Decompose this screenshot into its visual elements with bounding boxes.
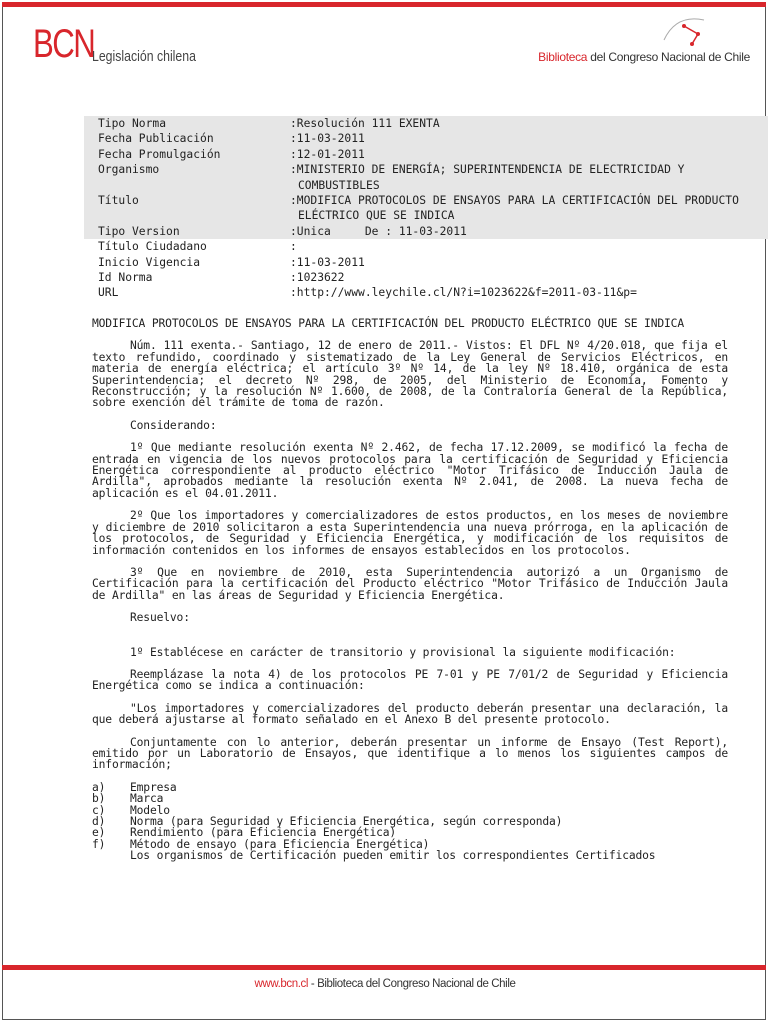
- considerando-2: 2º Que los importadores y comercializadores de estos productos, en los meses de noviembre y diciembre de 2010 solicitaron a esta Superintendencia una nueva prórroga, en la aplicación de los protocolos, de Seguridad y Eficiencia Energética, y modificación de los requisitos de información contenidos en los informes de ensayos establecidos en los protocolos.: [92, 509, 728, 557]
- list-text: Método de ensayo (para Eficiencia Energética): [130, 837, 430, 851]
- meta-value-text: :11-03-2011: [290, 132, 365, 146]
- meta-label: Título Ciudadano: [98, 240, 207, 254]
- list-text: Norma (para Seguridad y Eficiencia Energética, según corresponda): [130, 815, 563, 828]
- meta-row: [84, 131, 768, 146]
- meta-value-text: :Resolución 111 EXENTA: [290, 117, 440, 130]
- resuelvo-3: "Los importadores y comercializadores del producto deberán presentar una declaración, la que deberá ajustarse al formato señalado en el Anexo B del presente protocolo.: [92, 701, 728, 727]
- meta-value-text: :12-01-2011: [290, 147, 365, 161]
- meta-row: [84, 224, 768, 239]
- footer-separator: -: [308, 978, 318, 990]
- list-letter: d): [92, 815, 106, 828]
- meta-value-text: :11-03-2011: [290, 255, 365, 269]
- meta-value: [288, 285, 768, 300]
- meta-row: [84, 147, 768, 162]
- library-name-prefix: Biblioteca: [538, 50, 588, 64]
- meta-label: Id Norma: [98, 271, 153, 285]
- meta-label: Título: [98, 194, 139, 208]
- library-name-rest: del Congreso Nacional de Chile: [587, 50, 750, 64]
- meta-value: [288, 255, 768, 270]
- header: [30, 20, 750, 80]
- meta-value: [288, 270, 768, 285]
- meta-label: Fecha Promulgación: [98, 147, 221, 161]
- metadata-table: [84, 116, 768, 301]
- meta-label: Organismo: [98, 163, 160, 177]
- meta-row: [84, 255, 768, 270]
- resuelvo-4: Conjuntamente con lo anterior, deberán presentar un informe de Ensayo (Test Report), emitido por un Laboratorio de Ensayos, que identifique a lo menos los siguientes campos de información;: [92, 735, 728, 772]
- list-text: Rendimiento (para Eficiencia Energética): [130, 826, 397, 840]
- list-letter: c): [92, 803, 106, 817]
- footer: [0, 978, 770, 990]
- list-text: Modelo: [130, 803, 170, 817]
- document-title: MODIFICA PROTOCOLOS DE ENSAYOS PARA LA CERTIFICACIÓN DEL PRODUCTO ELÉCTRICO QUE SE INDICA: [92, 317, 684, 330]
- meta-label: Fecha Publicación: [98, 132, 214, 146]
- meta-value: [288, 193, 768, 224]
- meta-value-text: :MODIFICA PROTOCOLOS DE ENSAYOS PARA LA CERTIFICACIÓN DEL PRODUCTO ELÉCTRICO QUE SE INDICA: [290, 194, 746, 223]
- meta-row: [84, 162, 768, 193]
- list-item: [92, 782, 728, 793]
- logo-subtitle: Legislación chilena: [92, 48, 196, 65]
- considerando-1: 1º Que mediante resolución exenta Nº 2.462, de fecha 17.12.2009, se modificó la fecha de entrada en vigencia de los nuevos protocolos para la certificación de Seguridad y Eficiencia Energética correspondiente al producto eléctrico "Motor Trifásico de Inducción Jaula de Ardilla", aprobados mediante la resolución exenta Nº 2.041, de 2008. La nueva fecha de aplicación es el 04.01.2011.: [92, 441, 728, 500]
- vistos-paragraph: Núm. 111 exenta.- Santiago, 12 de enero de 2011.- Vistos: El DFL Nº 4/20.018, que fija el texto refundido, coordinado y sistematizado de la Ley General de Servicios Eléctricos, en materia de energía eléctrica; el artículo 3º Nº 14, de la ley Nº 18.410, orgánica de esta Superintendencia; el decreto Nº 298, de 2005, del Ministerio de Economía, Fomento y Reconstrucción; y la resolución Nº 1.600, de 2008, de la Contraloría General de la República, sobre exención del trámite de toma de razón.: [92, 339, 728, 410]
- meta-row: [84, 285, 768, 300]
- meta-row: [84, 270, 768, 285]
- meta-row: [84, 193, 768, 224]
- resuelvo-1: 1º Establécese en carácter de transitorio y provisional la siguiente modificación:: [130, 645, 676, 659]
- considerando-3: 3º Que en noviembre de 2010, esta Superintendencia autorizó a un Organismo de Certificación para la certificación del Producto eléctrico "Motor Trifásico de Inducción Jaula de Ardilla" en las áreas de Seguridad y Eficiencia Energética.: [92, 565, 728, 602]
- list-letter: a): [92, 780, 106, 794]
- meta-value: [288, 224, 768, 239]
- footer-text: Biblioteca del Congreso Nacional de Chile: [317, 978, 516, 990]
- document-body: [92, 318, 728, 862]
- list-letter: b): [92, 792, 106, 806]
- bcn-logo: BCN: [33, 22, 95, 66]
- meta-value-text: :MINISTERIO DE ENERGÍA; SUPERINTENDENCIA DE ELECTRICIDAD Y COMBUSTIBLES: [290, 163, 692, 192]
- url-value[interactable]: :http://www.leychile.cl/N?i=1023622&f=2011-03-11&p=: [290, 286, 637, 300]
- considerando-heading: Considerando:: [130, 418, 217, 432]
- list-text: Marca: [130, 792, 164, 806]
- meta-label: Tipo Norma: [98, 117, 167, 130]
- meta-value-text: :1023622: [290, 271, 345, 285]
- meta-value: [288, 162, 768, 193]
- information-fields-list: [92, 782, 728, 850]
- list-item: [92, 793, 728, 804]
- meta-label: URL: [98, 286, 119, 300]
- bottom-red-bar: [2, 965, 766, 970]
- meta-row: [84, 116, 768, 131]
- library-logo-icon: [654, 12, 710, 48]
- meta-value: [288, 239, 768, 254]
- library-name: [538, 50, 750, 64]
- top-red-bar: [2, 2, 766, 7]
- list-letter: f): [92, 837, 106, 851]
- footer-site-link[interactable]: www.bcn.cl: [254, 978, 309, 990]
- meta-row: [84, 239, 768, 254]
- list-letter: e): [92, 826, 106, 840]
- meta-value-text: :Unica De : 11-03-2011: [290, 224, 467, 238]
- tail-paragraph: Los organismos de Certificación pueden emitir los correspondientes Certificados: [130, 849, 656, 863]
- meta-value: [288, 147, 768, 162]
- meta-label: Tipo Version: [98, 224, 180, 238]
- meta-value: [288, 131, 768, 146]
- meta-value-text: :: [290, 240, 297, 254]
- meta-label: Inicio Vigencia: [98, 255, 201, 269]
- resuelvo-heading: Resuelvo:: [130, 611, 190, 625]
- meta-value: [288, 116, 768, 131]
- list-text: Empresa: [130, 780, 177, 794]
- resuelvo-2: Reemplázase la nota 4) de los protocolos PE 7-01 y PE 7/01/2 de Seguridad y Eficiencia Energética como se indica a continuación:: [92, 667, 728, 693]
